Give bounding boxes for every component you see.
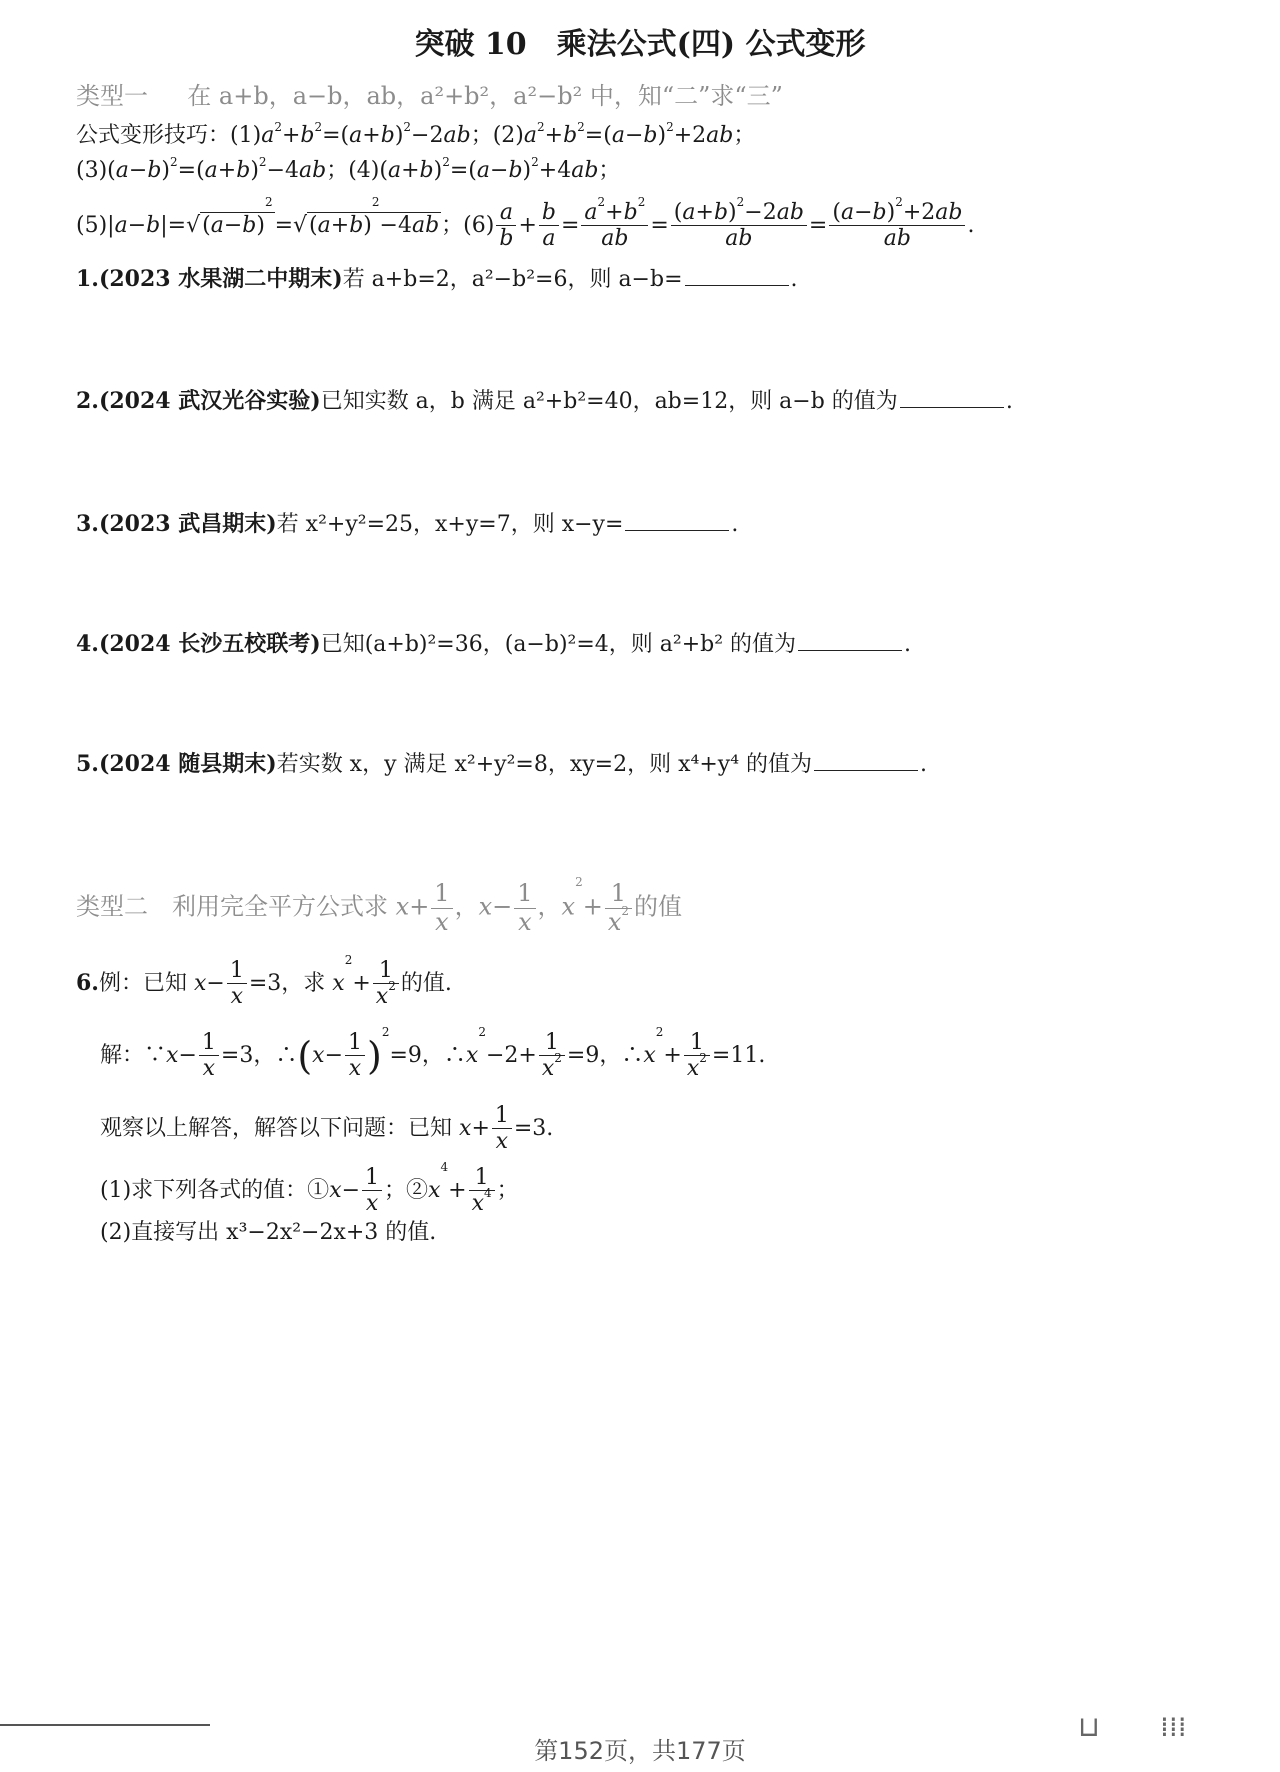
problem-6-q2: (2)直接写出 x³−2x²−2x+3 的值.	[100, 1220, 437, 1245]
problem-6-solution: 解：∵x− $\frac{1}{x}$ =3，∴(x− $\frac{1}{x}$ )$^2$=9，$\therefore x^2-2+$ $\frac{1}{x^2}$ =9，$\therefore x^2+$ $\frac{1}{x^2}$ =11.	[100, 1025, 766, 1082]
type2-text: 利用完全平方公式求	[172, 892, 388, 921]
problem-5: 5.(2024 随县期末)若实数 x，y 满足 x²+y²=8，xy=2，则 x⁴+y⁴ 的值为 .	[76, 751, 928, 777]
problem-2: 2.(2024 武汉光谷实验)已知实数 a，b 满足 a²+b²=40，ab=12，则 a−b 的值为 .	[76, 388, 1013, 414]
footer-rule	[0, 1724, 210, 1726]
type1-header	[76, 84, 783, 108]
type1-text: 在 a+b，a−b，ab，a²+b²，a²−b² 中，知“二”求“三”	[187, 82, 783, 110]
answer-blank-2[interactable]	[900, 391, 1004, 408]
answer-blank-4[interactable]	[798, 634, 902, 651]
problem-3: 3.(2023 武昌期末)若 x²+y²=25，x+y=7，则 x−y= .	[76, 511, 739, 537]
tips-line-1: 公式变形技巧：$(1)a^2+b^2=(a+b)^2-2ab$；$(2)a^2+b^2=(a-b)^2+2ab$；	[76, 120, 756, 148]
page-indicator: 第152页，共177页	[534, 1737, 746, 1765]
tips-line-2: $(3)(a-b)^2=(a+b)^2-4ab$；$(4)(a+b)^2=(a-b)^2+4ab$；	[76, 155, 621, 183]
problem-6-example: 6.例：已知 x− $\frac{1}{x}$ =3，求 $x^2+$ $\frac{1}{x^2}$ 的值.	[76, 953, 452, 1010]
problem-1: 1.(2023 水果湖二中期末)若 a+b=2，a²−b²=6，则 a−b= .	[76, 266, 798, 292]
page-title: 突破 10 乘法公式(四) 公式变形	[414, 27, 866, 62]
answer-blank-3[interactable]	[625, 514, 729, 531]
tips-label: 公式变形技巧：	[76, 123, 231, 148]
type1-label: 类型一	[76, 82, 148, 110]
answer-blank-5[interactable]	[814, 754, 918, 771]
toolbar-icon[interactable]: ⊔	[1078, 1710, 1100, 1743]
page-nav-icon[interactable]: ⁞⁞⁞	[1160, 1710, 1187, 1743]
problem-6-observe: 观察以上解答，解答以下问题：已知 x+ $\frac{1}{x}$ =3.	[100, 1103, 554, 1155]
type2-label: 类型二	[76, 892, 148, 921]
problem-6-q1: (1)求下列各式的值：①x− $\frac{1}{x}$ ；$②x^4+$ $\frac{1}{x^4}$ ；	[100, 1160, 519, 1217]
type2-header: 类型二 利用完全平方公式求 x+ $\frac{1}{x}$ ，x− $\frac{1}{x}$ ，$x^2+$ $\frac{1}{x^2}$ 的值	[76, 875, 682, 936]
tips-line-3: $(5)|a-b|=√(a-b)^2=√(a+b)^2-4ab$；(6) $\frac{a}{b}$ + $\frac{b}{a}$ = $\frac{a^2+b^2}{ab}$ = $\frac{(a+b)^2-2ab}{ab}$ = $\frac{(a-b)^2+2ab}{ab}$ .	[76, 195, 975, 252]
problem-4: 4.(2024 长沙五校联考)已知(a+b)²=36，(a−b)²=4，则 a²+b² 的值为 .	[76, 631, 912, 657]
answer-blank-1[interactable]	[685, 269, 789, 286]
